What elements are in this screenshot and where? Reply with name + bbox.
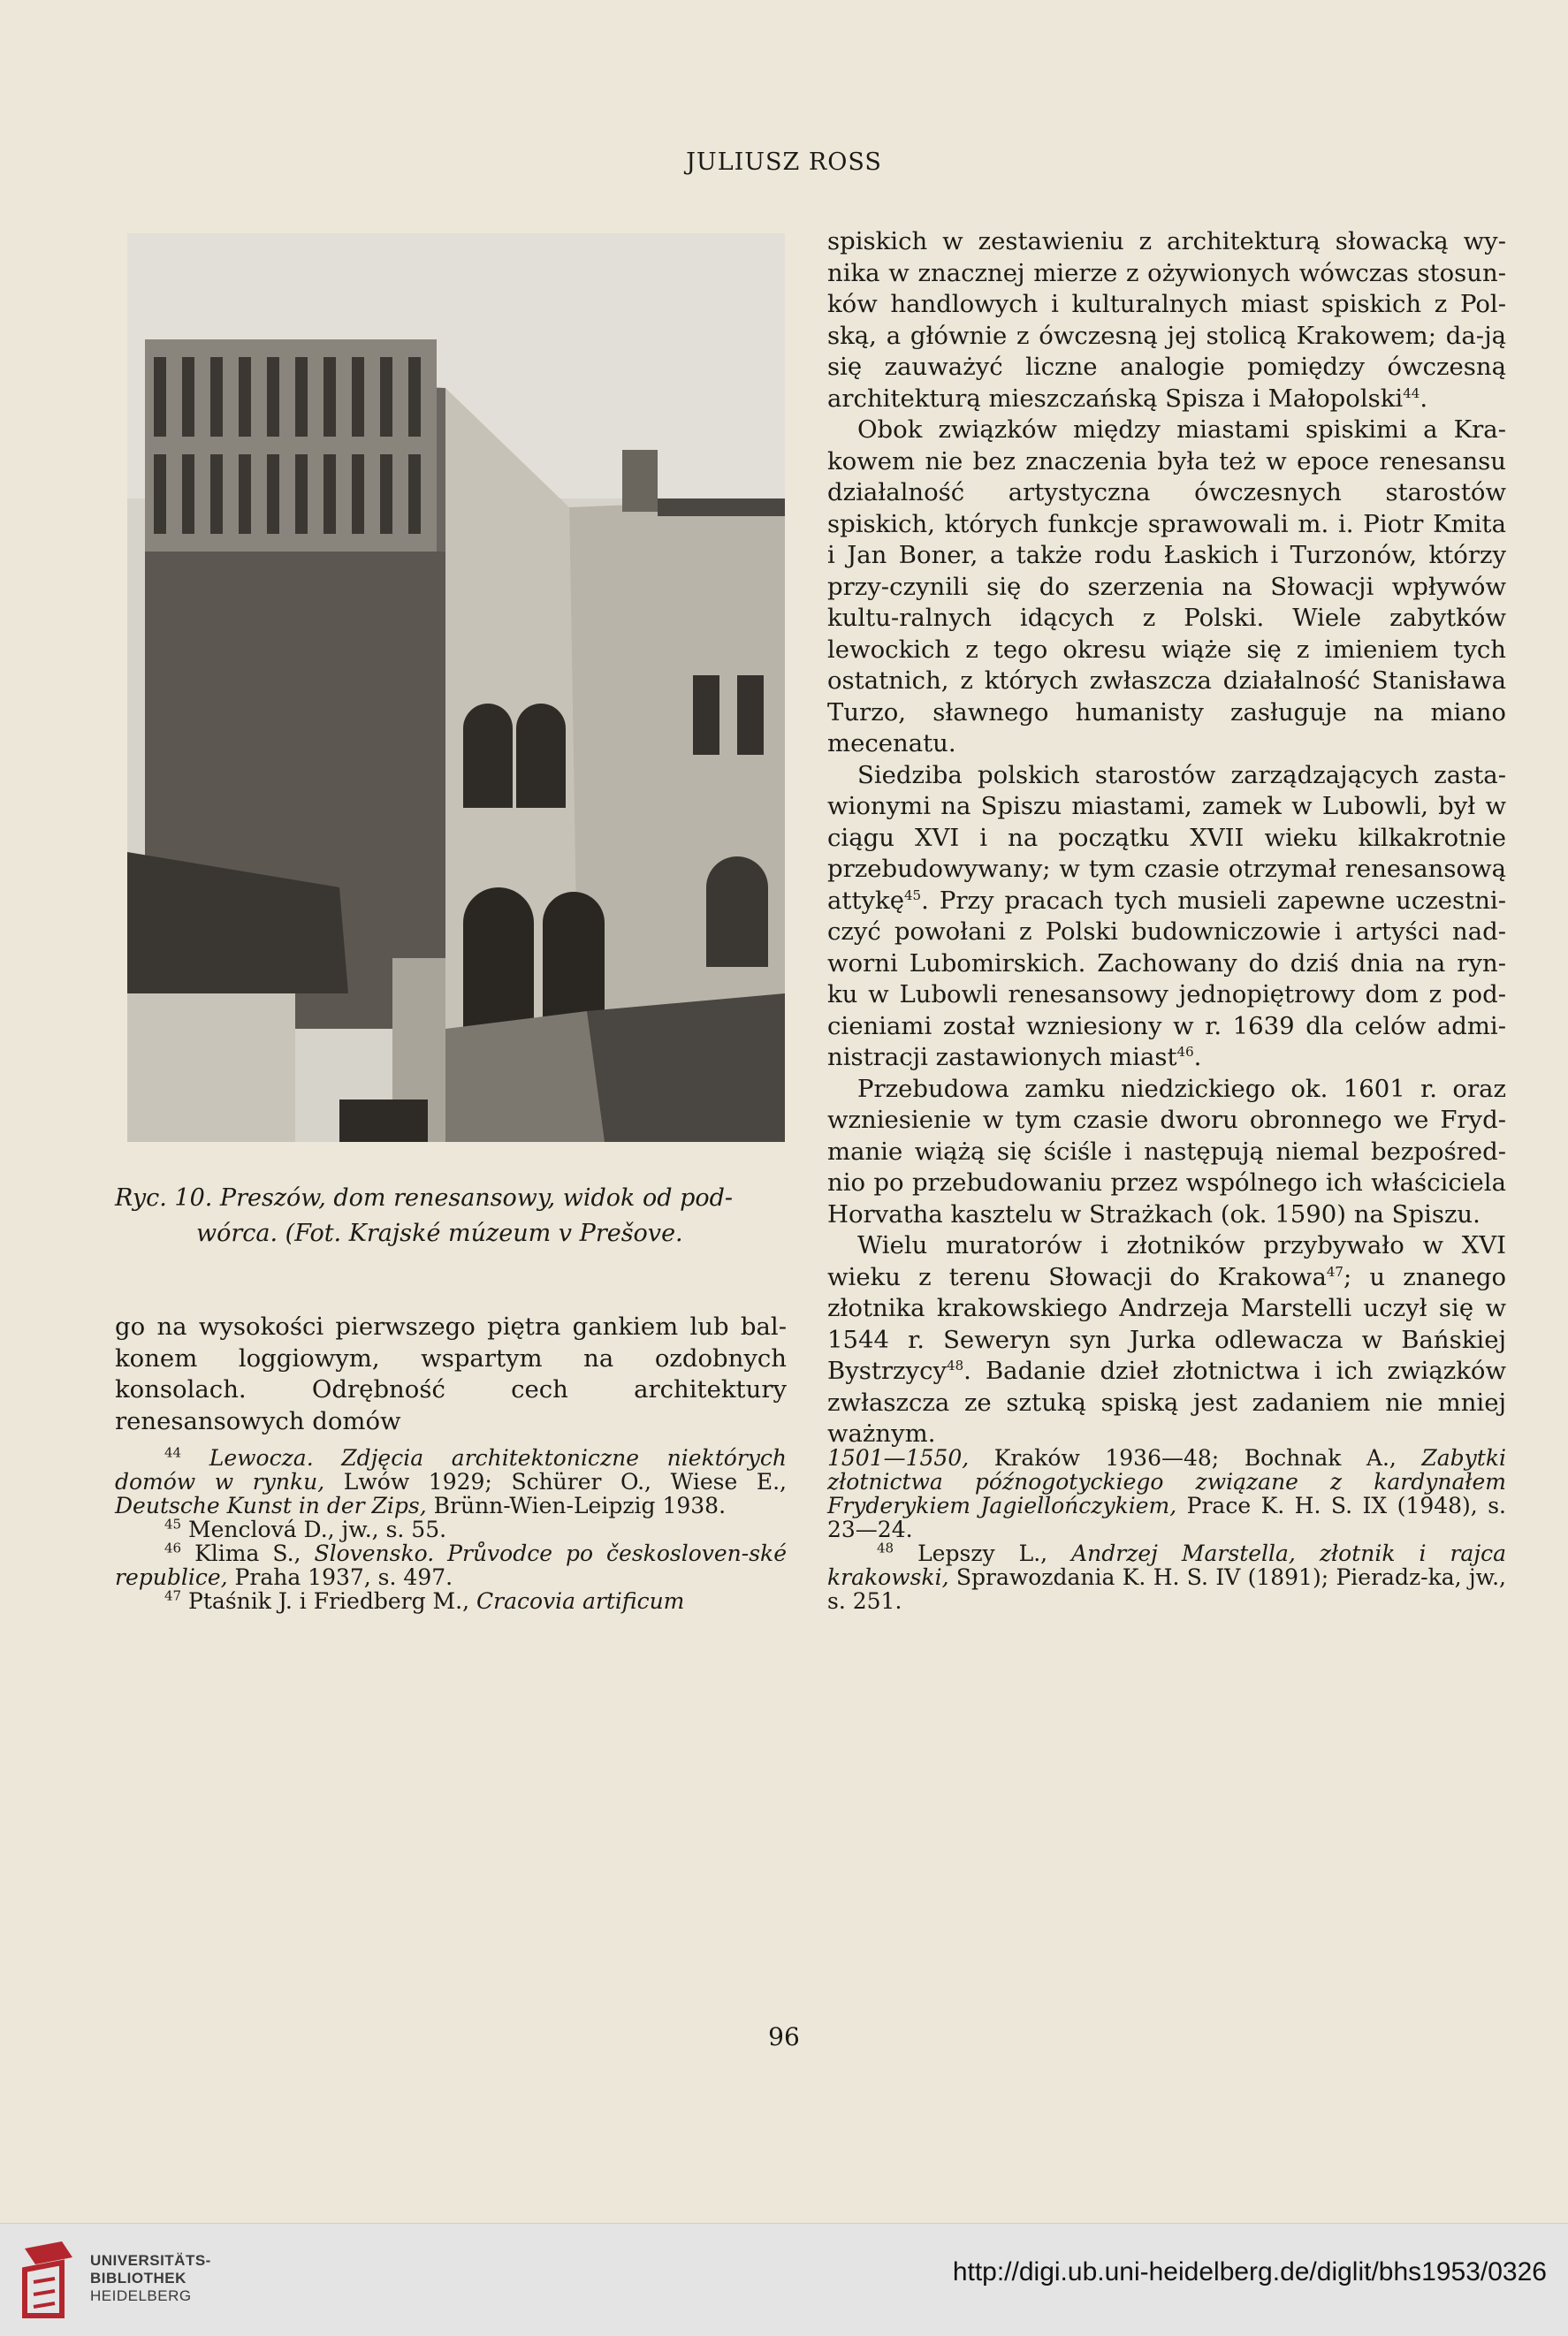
digitization-footer [0, 2223, 1568, 2336]
figure-caption [115, 1181, 787, 1252]
footnote-44: $^{44}$ Lewocza. Zdjęcia architektoniczne niektórych domów w rynku, Lwów 1929; Schürer O., Wiese E., Deutsche Kunst in der Zips, Brünn-Wien-Leipzig 1938. [115, 1444, 787, 1518]
caption-line-1: Ryc. 10. Preszów, dom renesansowy, widok od pod- [115, 1184, 734, 1212]
footnote-46: $^{46}$ Klima S., Slovensko. Průvodce po českosloven-ské republice, Praha 1937, s. 497. [115, 1540, 788, 1590]
paragraph-4: Przebudowa zamku niedzickiego ok. 1601 r. oraz wzniesienie w tym czasie dworu obronnego we Fryd-manie wiążą się ściśle i następują niemal bezpośred-nio po przebudowaniu przez wspólnego ich właściciela Horvatha kasztelu w Strażkach (ok. 1590) na Spiszu. [827, 1074, 1506, 1229]
footnote-ref: 48 [947, 1357, 964, 1373]
footnotes-left [115, 1446, 787, 1613]
library-name: UNIVERSITÄTS- BIBLIOTHEK HEIDELBERG [90, 2252, 211, 2304]
permalink-url[interactable]: http://digi.ub.uni-heidelberg.de/diglit/bhs1953/0326 [952, 2257, 1547, 2287]
footnote-47: $^{47}$ Ptaśnik J. i Friedberg M., Cracovia artificum [164, 1587, 685, 1614]
running-head: JULIUSZ ROSS [686, 148, 882, 176]
paragraph-1: spiskich w zestawieniu z architekturą słowacką wy-nika w znacznej mierze z ożywionych wówczas stosun-ków handlowych i kulturalnych miast spiskich z Pol-ską, a głównie z ówczesną jej stolicą Krakowem; da-ją się zauważyć liczne analogie pomiędzy ówczesną architekturą mieszczańską Spisza i Małopolski$^{44}$. [827, 227, 1506, 413]
left-column-text [115, 1312, 787, 1437]
footnote-45: $^{45}$ Menclová D., jw., s. 55. [164, 1516, 447, 1542]
left-paragraph: go na wysokości pierwszego piętra gankiem lub bal-konem loggiowym, wspartym na ozdobnych konsolach. Odrębność cech architektury renesansowych domów [115, 1313, 787, 1435]
paragraph-3: Siedziba polskich starostów zarządzających zasta-wionymi na Spiszu miastami, zamek w Lubowli, był w ciągu XVI i na początku XVII wieku kilkakrotnie przebudowywany; w tym czasie otrzymał renesansową attykę$^{45}$. Przy pracach tych musieli zapewne uczestni-czyć powołani z Polski budowniczowie i artyści nad-worni Lubomirskich. Zachowany do dziś dnia na ryn-ku w Lubowli renesansowy jednopiętrowy dom z pod-cieniami został wzniesiony w r. 1639 dla celów admi-nistracji zastawionych miast$^{46}$. [827, 760, 1506, 1071]
right-column-text [827, 226, 1506, 1450]
footnote-ref: 46 [1176, 1043, 1194, 1060]
footnotes-right [827, 1446, 1506, 1613]
footnote-ref: 44 [1403, 384, 1420, 401]
footnote-47-continued: 1501—1550, Kraków 1936—48; Bochnak A., Zabytki złotnictwa późnogotyckiego związane z kardynałem Fryderykiem Jagiellończykiem, Prace K. H. S. IX (1948), s. 23—24. [827, 1445, 1507, 1542]
footnote-48: $^{48}$ Lepszy L., Andrzej Marstella, złotnik i rajca krakowski, Sprawozdania K. H. S. IV (1891); Pieradz-ka, jw., s. 251. [827, 1540, 1506, 1614]
paragraph-2: Obok związków między miastami spiskimi a Kra-kowem nie bez znaczenia była też w epoce renesansu działalność artystyczna ówczesnych starostów spiskich, których funkcje sprawowali m. i. Piotr Kmita i Jan Boner, a także rodu Łaskich i Turzonów, którzy przy-czynili się do szerzenia na Słowacji wpływów kultu-ralnych idących z Polski. Wiele zabytków lewockich z tego okresu wiąże się z imieniem tych ostatnich, z których zwłaszcza działalność Stanisława Turzo, sławnego humanisty zasługuje na miano mecenatu. [827, 415, 1506, 757]
library-logo-icon [19, 2240, 78, 2323]
figure-photo-renaissance-house [127, 233, 785, 1142]
caption-line-2: wórca. (Fot. Krajské múzeum v Prešove. [196, 1220, 683, 1247]
paragraph-5: Wielu muratorów i złotników przybywało w XVI wieku z terenu Słowacji do Krakowa$^{47}$; u znanego złotnika krakowskiego Andrzeja Marstelli uczył się w 1544 r. Seweryn syn Jurka odlewacza w Bańskiej Bystrzycy$^{48}$. Badanie dzieł złotnictwa i ich związków zwłaszcza ze sztuką spiską jest zadaniem nie mniej ważnym. [827, 1231, 1507, 1448]
page-number: 96 [768, 2022, 800, 2051]
footnote-ref: 45 [903, 886, 922, 903]
footnote-ref: 47 [1326, 1263, 1343, 1280]
